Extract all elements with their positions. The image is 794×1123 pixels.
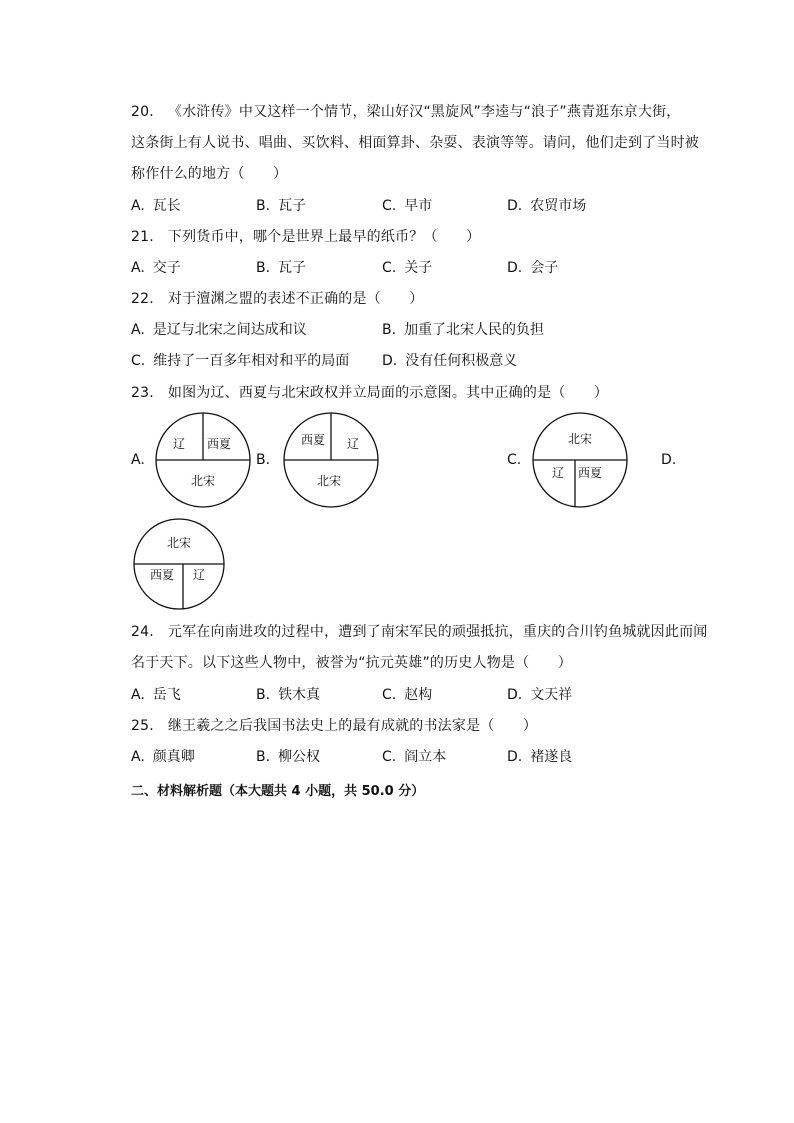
q25-option-a[interactable]: A. 颜真卿 xyxy=(131,749,195,765)
q23-c-bottom-right: 西夏 xyxy=(577,466,603,480)
q25-option-d[interactable]: D. 褚遂良 xyxy=(507,749,573,765)
q24-line2: 名于天下。以下这些人物中，被誉为“抗元英雄”的历史人物是（ ） xyxy=(131,655,572,671)
q23-option-a-key[interactable]: A. xyxy=(131,452,145,468)
q20-option-b[interactable]: B. 瓦子 xyxy=(256,198,307,214)
q22-number: 22. xyxy=(131,291,154,307)
section2-heading: 二、材料解析题（本大题共 4 小题，共 50.0 分） xyxy=(131,784,425,799)
q20-option-a[interactable]: A. 瓦长 xyxy=(131,198,181,214)
q24-number: 24. xyxy=(131,624,154,640)
q24-text: 元军在向南进攻的过程中，遭到了南宋军民的顽强抵抗，重庆的合川钓鱼城就因此而闻 xyxy=(167,624,708,640)
q25-text: 继王羲之之后我国书法史上的最有成就的书法家是（ ） xyxy=(167,718,538,734)
q23-option-c-key[interactable]: C. xyxy=(507,452,522,468)
q20-line1 xyxy=(131,103,681,121)
q25-number: 25. xyxy=(131,718,154,734)
q23-line xyxy=(131,384,608,402)
q24-option-b[interactable]: B. 铁木真 xyxy=(256,687,321,703)
q23-option-b-key[interactable]: B. xyxy=(256,452,271,468)
q23-c-top: 北宋 xyxy=(567,432,593,446)
q22-option-c[interactable]: C. 维持了一百多年相对和平的局面 xyxy=(131,353,350,369)
q23-b-bottom: 北宋 xyxy=(316,474,342,488)
q20-number: 20. xyxy=(131,104,154,120)
q23-diagram-a[interactable] xyxy=(153,412,253,512)
q21-option-d[interactable]: D. 会子 xyxy=(507,260,559,276)
q21-number: 21. xyxy=(131,229,154,245)
q21-line xyxy=(131,228,480,246)
q20-option-c[interactable]: C. 早市 xyxy=(382,198,433,214)
q25-line xyxy=(131,717,537,735)
q24-option-d[interactable]: D. 文天祥 xyxy=(507,687,573,703)
q21-text: 下列货币中，哪个是世界上最早的纸币？（ ） xyxy=(167,229,481,245)
q23-c-bottom-left: 辽 xyxy=(551,466,565,480)
q22-option-d[interactable]: D. 没有任何积极意义 xyxy=(382,353,518,369)
q20-option-d[interactable]: D. 农贸市场 xyxy=(507,198,587,214)
q20-line2: 这条街上有人说书、唱曲、买饮料、相面算卦、杂耍、表演等等。请问，他们走到了当时被 xyxy=(131,135,699,151)
q23-diagram-d[interactable] xyxy=(130,518,230,616)
q23-b-top-left: 西夏 xyxy=(300,433,326,447)
q23-a-bottom: 北宋 xyxy=(190,474,216,488)
q23-diagram-c[interactable] xyxy=(530,412,630,512)
q23-d-bottom-right: 辽 xyxy=(192,568,206,582)
q24-line1 xyxy=(131,623,707,641)
q20-line3: 称作什么的地方（ ） xyxy=(131,166,288,182)
q22-option-b[interactable]: B. 加重了北宋人民的负担 xyxy=(382,322,545,338)
q23-b-top-right: 辽 xyxy=(346,437,360,451)
q22-text: 对于澶渊之盟的表述不正确的是（ ） xyxy=(167,291,424,307)
q23-text: 如图为辽、西夏与北宋政权并立局面的示意图。其中正确的是（ ） xyxy=(167,385,609,401)
q20-text: 《水浒传》中又这样一个情节，梁山好汉“黑旋风”李逵与“浪子”燕青逛东京大街， xyxy=(167,104,681,120)
q25-option-c[interactable]: C. 阎立本 xyxy=(382,749,447,765)
q23-number: 23. xyxy=(131,385,154,401)
q24-option-c[interactable]: C. 赵构 xyxy=(382,687,433,703)
q23-option-d-key[interactable]: D. xyxy=(661,452,677,468)
q23-a-top-right: 西夏 xyxy=(206,437,232,451)
q22-line xyxy=(131,290,423,308)
q23-a-top-left: 辽 xyxy=(172,437,186,451)
q23-d-top: 北宋 xyxy=(166,536,192,550)
q21-option-c[interactable]: C. 关子 xyxy=(382,260,433,276)
q21-option-a[interactable]: A. 交子 xyxy=(131,260,181,276)
q24-option-a[interactable]: A. 岳飞 xyxy=(131,687,181,703)
q23-diagram-b[interactable] xyxy=(281,412,381,512)
q25-option-b[interactable]: B. 柳公权 xyxy=(256,749,321,765)
q21-option-b[interactable]: B. 瓦子 xyxy=(256,260,307,276)
q23-d-bottom-left: 西夏 xyxy=(149,568,175,582)
q22-option-a[interactable]: A. 是辽与北宋之间达成和议 xyxy=(131,322,307,338)
